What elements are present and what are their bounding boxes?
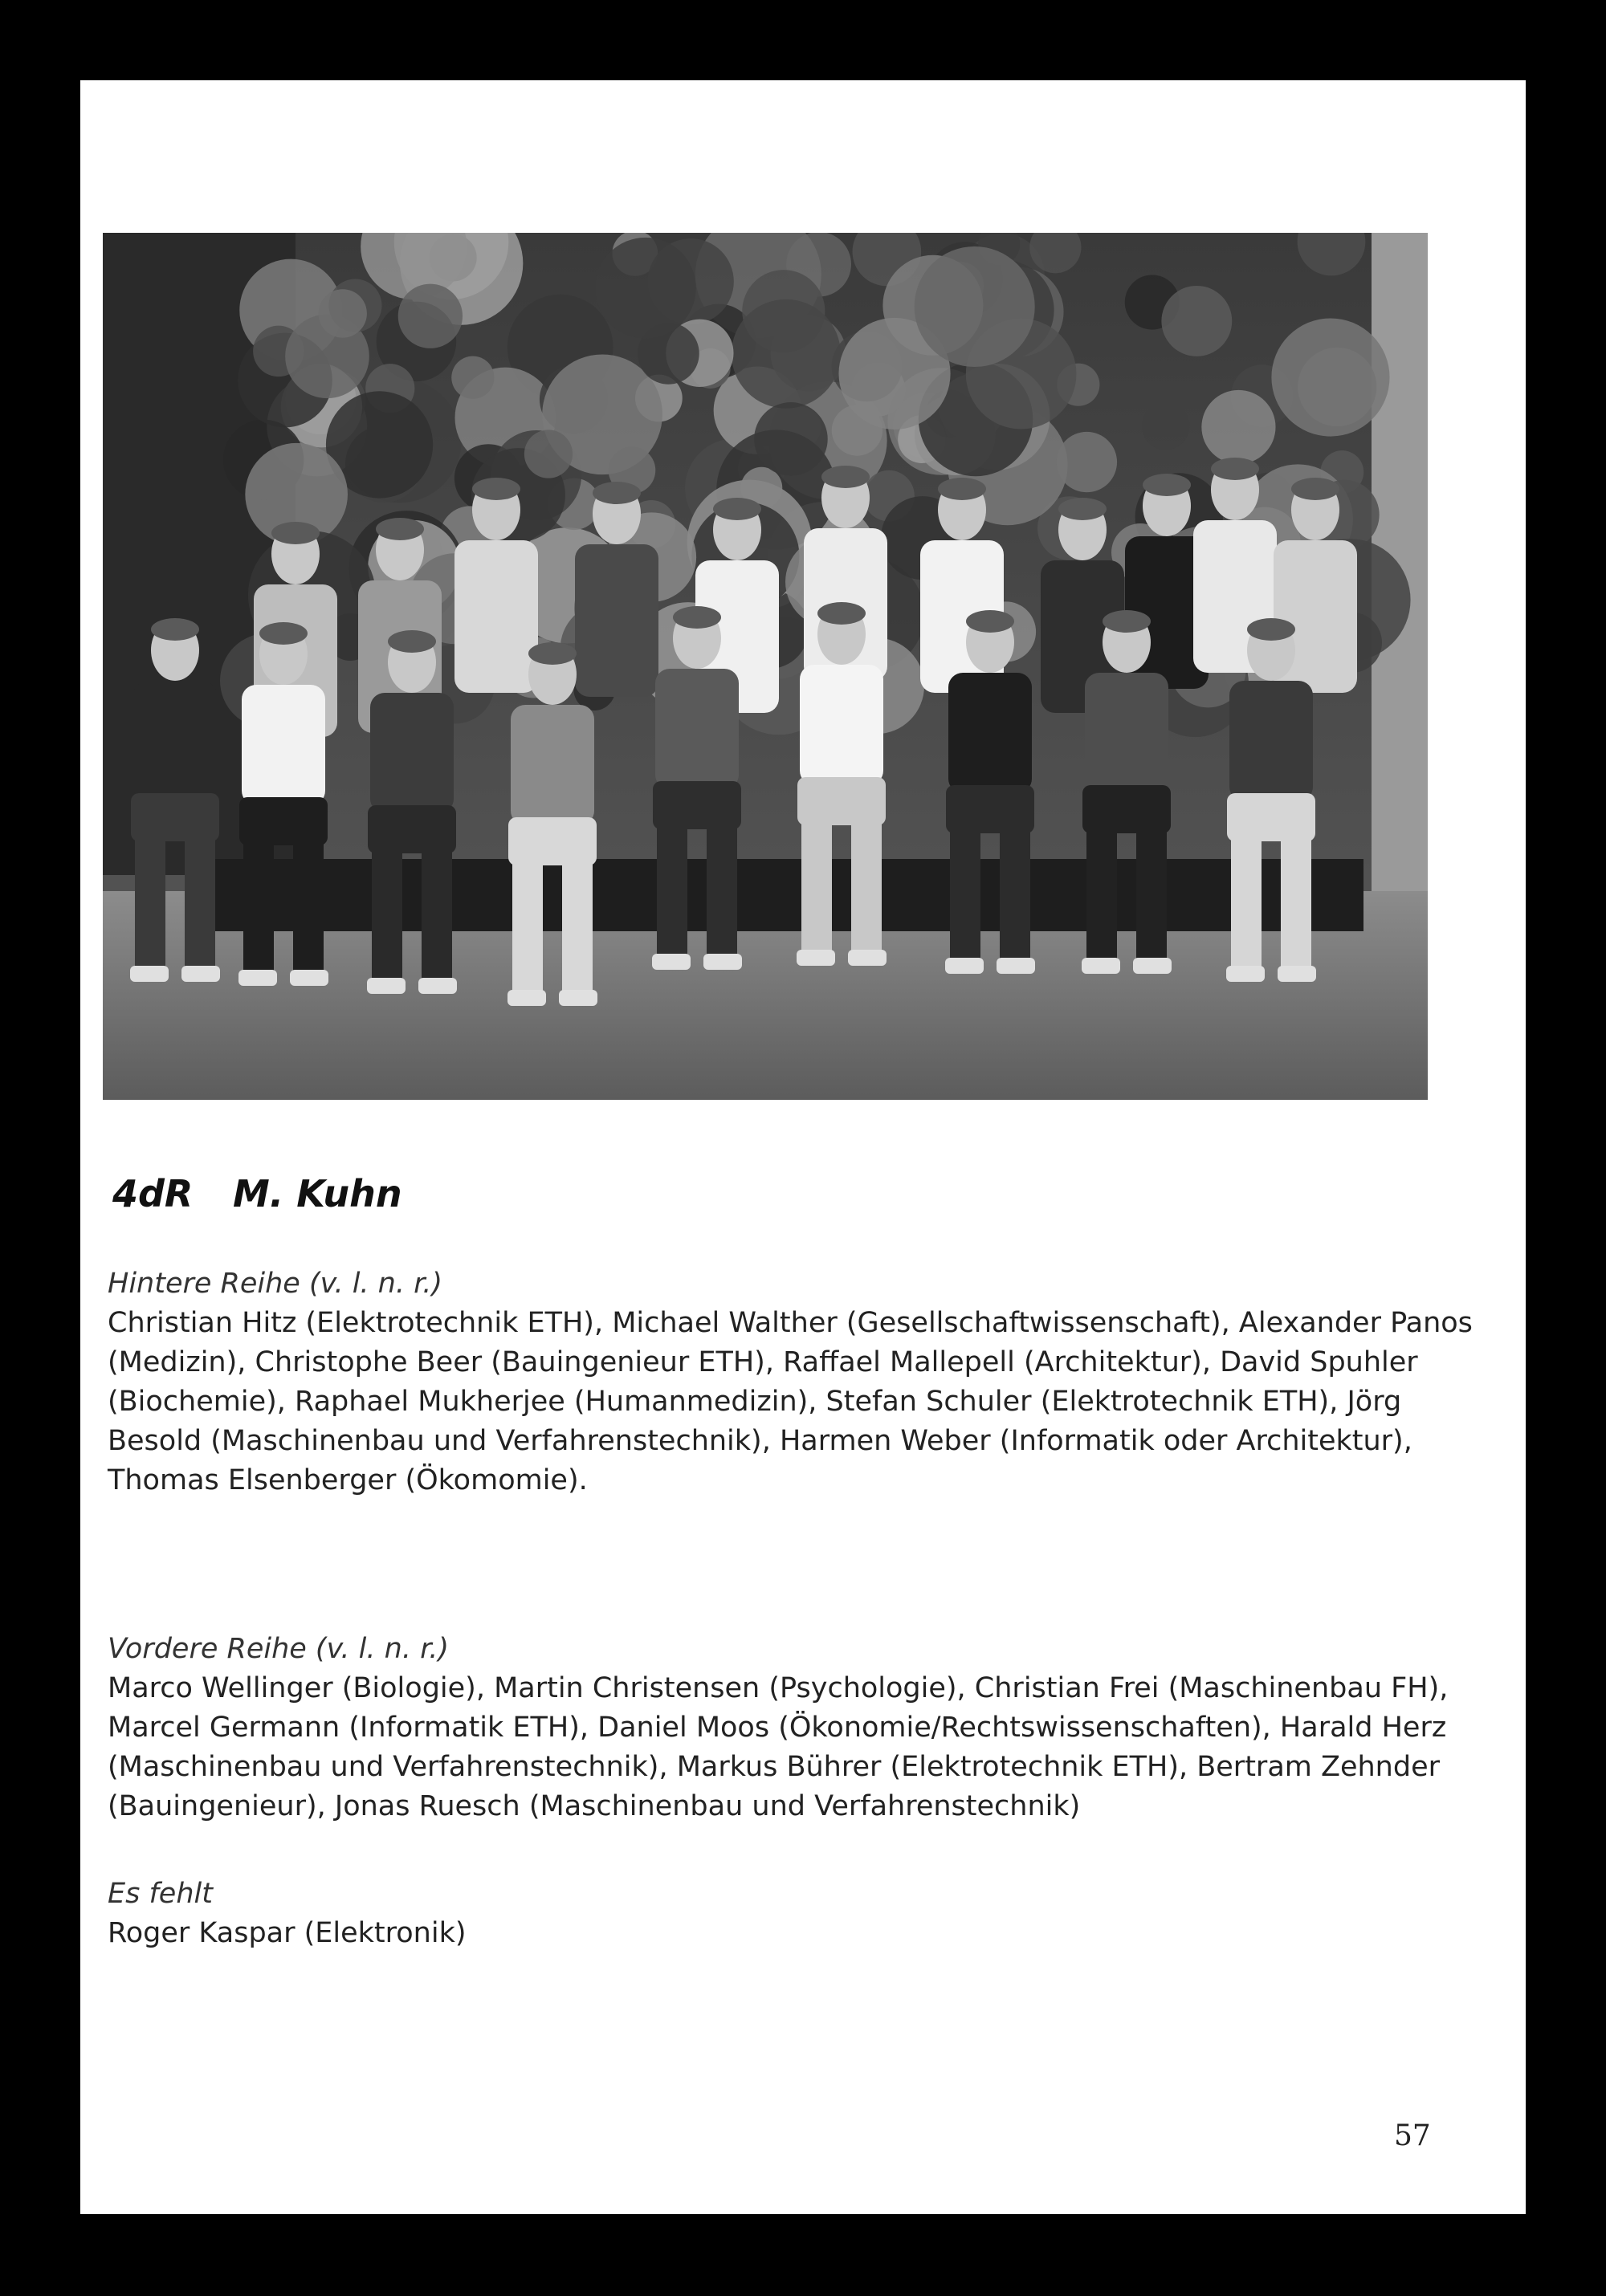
person-leg — [801, 817, 832, 954]
person-shoe — [238, 970, 277, 986]
person-shoe — [652, 954, 691, 970]
person-shoe — [848, 950, 887, 966]
person-hair — [376, 518, 424, 540]
person-shirt — [454, 540, 538, 693]
foliage-blob — [754, 402, 828, 476]
person-hair — [259, 622, 308, 645]
teacher-name: M. Kuhn — [233, 1172, 402, 1215]
person-leg — [562, 857, 593, 994]
person-hair — [817, 602, 866, 625]
foliage-blob — [451, 356, 494, 399]
class-code: 4dR — [112, 1172, 194, 1215]
person-shirt — [1229, 681, 1313, 801]
person-hair — [821, 466, 870, 488]
person-shoe — [559, 990, 597, 1006]
person-shoe — [1082, 958, 1120, 974]
person-hair — [1103, 610, 1151, 633]
back-row-caption: Hintere Reihe (v. l. n. r.) — [108, 1268, 443, 1300]
foliage-blob — [732, 299, 841, 409]
person-hair — [528, 642, 577, 665]
group-photo — [103, 233, 1428, 1100]
person-hair — [966, 610, 1014, 633]
group-photo-image — [103, 233, 1428, 1100]
class-heading — [112, 1172, 402, 1215]
absent-section — [108, 1875, 1473, 1953]
person-shoe — [181, 966, 220, 982]
person-hair — [1291, 478, 1339, 500]
person-leg — [1086, 825, 1117, 962]
foliage-blob — [319, 289, 367, 337]
person-leg — [851, 817, 882, 954]
person-leg — [243, 837, 274, 974]
foliage-blob — [1201, 390, 1275, 464]
person-shoe — [797, 950, 835, 966]
person-hair — [938, 478, 986, 500]
person-hair — [673, 606, 721, 629]
person-shoe — [367, 978, 406, 994]
front-row-names: Marco Wellinger (Biologie), Martin Christensen (Psychologie), Christian Frei (Maschinenbau FH), Marcel Germann (Informatik ETH), Daniel Moos (Ökonomie/Rechtswissenschaften), Harald Herz (Maschinenbau und Verfahrenstechnik), Markus Bührer (Elektrotechnik ETH), Bertram Zehnder (Bauingenieur), Jonas Ruesch (Maschinenbau und Verfahrenstechnik) — [108, 1672, 1449, 1822]
person-hair — [1058, 498, 1107, 520]
person-shirt — [948, 673, 1032, 793]
foliage-blob — [915, 246, 1035, 367]
person-shirt — [370, 693, 454, 813]
person-leg — [1000, 825, 1030, 962]
person-hair — [713, 498, 761, 520]
person-shoe — [507, 990, 546, 1006]
foliage-blob — [398, 284, 463, 348]
person-leg — [372, 845, 402, 982]
person-shirt — [800, 665, 883, 785]
person-shoe — [290, 970, 328, 986]
person-shirt — [133, 681, 217, 801]
person-shoe — [130, 966, 169, 982]
person-leg — [1281, 833, 1311, 970]
person-leg — [422, 845, 452, 982]
person-shirt — [575, 544, 658, 697]
person-hair — [388, 630, 436, 653]
person-leg — [1231, 833, 1262, 970]
person-shirt — [1085, 673, 1168, 793]
person-leg — [657, 821, 687, 958]
absent-caption: Es fehlt — [108, 1878, 213, 1910]
person-shoe — [703, 954, 742, 970]
person-leg — [512, 857, 543, 994]
back-row-names: Christian Hitz (Elektrotechnik ETH), Michael Walther (Gesellschaftwissenschaft), Alexander Panos (Medizin), Christophe Beer (Bauingenieur ETH), Raffael Mallepell (Architektur), David Spuhler (Biochemie), Raphael Mukherjee (Humanmedizin), Stefan Schuler (Elektrotechnik ETH), Jörg Besold (Maschinenbau und Verfahrenstechnik), Harmen Weber (Informatik oder Architektur), Thomas Elsenberger (Ökomomie). — [108, 1307, 1473, 1496]
front-row-section — [108, 1630, 1473, 1826]
person-shoe — [1226, 966, 1265, 982]
person-shoe — [418, 978, 457, 994]
foliage-blob — [1161, 286, 1232, 356]
person-leg — [707, 821, 737, 958]
person-hair — [271, 522, 320, 544]
person-leg — [1136, 825, 1167, 962]
person-hair — [151, 618, 199, 641]
foliage-blob — [595, 238, 696, 339]
foliage-blob — [1271, 318, 1389, 436]
person-shirt — [511, 705, 594, 825]
person-shoe — [1278, 966, 1316, 982]
foliage-blob — [524, 429, 573, 478]
person-leg — [135, 833, 165, 970]
person-shoe — [945, 958, 984, 974]
back-row-section — [108, 1264, 1473, 1500]
person-shoe — [997, 958, 1035, 974]
person-leg — [185, 833, 215, 970]
person-hair — [1247, 618, 1295, 641]
person-shoe — [1133, 958, 1172, 974]
person-shirt — [242, 685, 325, 805]
document-page — [80, 80, 1526, 2214]
person-leg — [293, 837, 324, 974]
person-hair — [593, 482, 641, 504]
person-hair — [1143, 474, 1191, 496]
foliage-blob — [1142, 402, 1189, 450]
absent-names: Roger Kaspar (Elektronik) — [108, 1917, 467, 1949]
front-row-caption: Vordere Reihe (v. l. n. r.) — [108, 1633, 450, 1665]
person-hair — [472, 478, 520, 500]
foliage-blob — [1057, 432, 1117, 492]
person-hair — [1211, 458, 1259, 480]
page-number: 57 — [1394, 2119, 1431, 2152]
person-leg — [950, 825, 980, 962]
person-shirt — [655, 669, 739, 789]
